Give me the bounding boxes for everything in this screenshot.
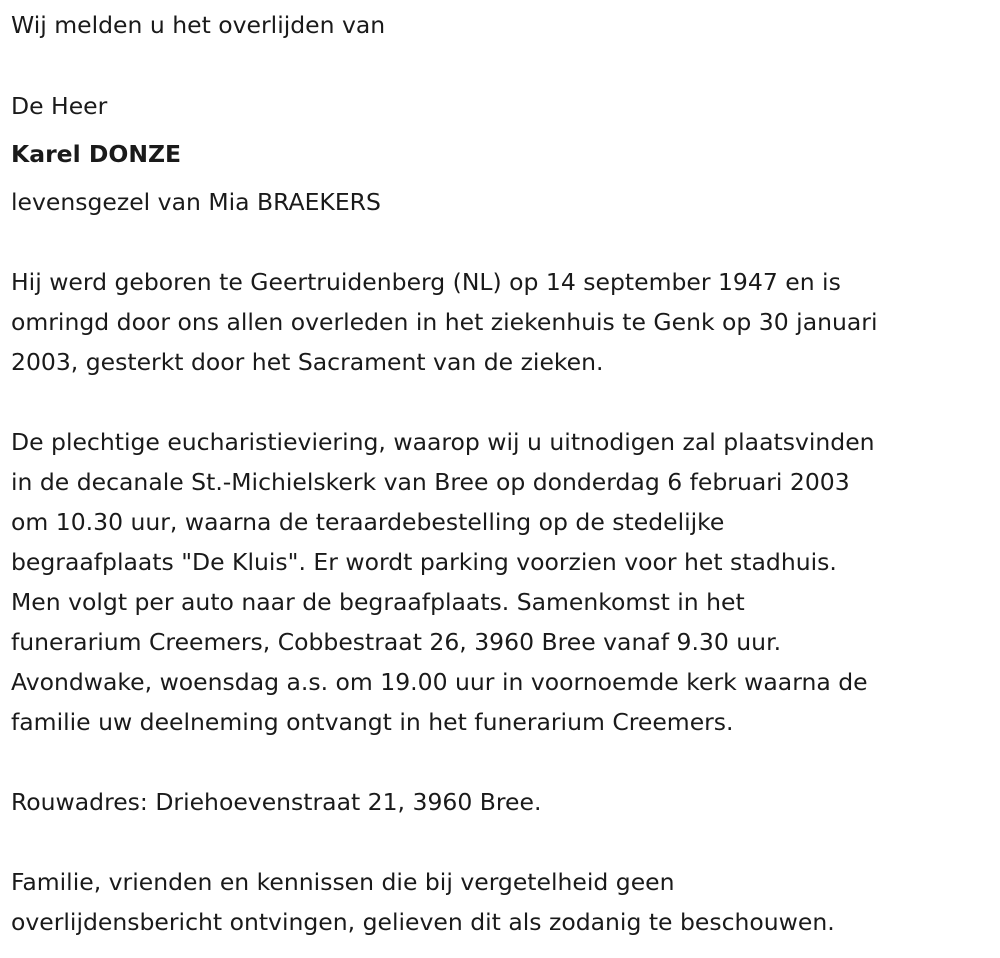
ceremony-line-2: in de decanale St.-Michielskerk van Bree op donderdag 6 februari 2003 — [11, 468, 850, 496]
deceased-name: Karel DONZE — [11, 140, 182, 168]
ceremony-line-8: familie uw deelneming ontvangt in het funerarium Creemers. — [11, 708, 734, 736]
ceremony-line-1: De plechtige eucharistieviering, waarop wij u uitnodigen zal plaatsvinden — [11, 428, 875, 456]
closing-line-1: Familie, vrienden en kennissen die bij vergetelheid geen — [11, 868, 675, 896]
ceremony-line-4: begraafplaats "De Kluis". Er wordt parking voorzien voor het stadhuis. — [11, 548, 837, 576]
birth-line-3: 2003, gesterkt door het Sacrament van de zieken. — [11, 348, 604, 376]
intro-line: Wij melden u het overlijden van — [11, 11, 386, 39]
mourning-address: Rouwadres: Driehoevenstraat 21, 3960 Bree. — [11, 788, 542, 816]
ceremony-line-5: Men volgt per auto naar de begraafplaats. Samenkomst in het — [11, 588, 745, 616]
closing-line-2: overlijdensbericht ontvingen, gelieven dit als zodanig te beschouwen. — [11, 908, 835, 936]
ceremony-line-6: funerarium Creemers, Cobbestraat 26, 3960 Bree vanaf 9.30 uur. — [11, 628, 782, 656]
birth-line-2: omringd door ons allen overleden in het ziekenhuis te Genk op 30 januari — [11, 308, 878, 336]
birth-line-1: Hij werd geboren te Geertruidenberg (NL) op 14 september 1947 en is — [11, 268, 841, 296]
ceremony-line-7: Avondwake, woensdag a.s. om 19.00 uur in voornoemde kerk waarna de — [11, 668, 868, 696]
salutation: De Heer — [11, 92, 108, 120]
ceremony-line-3: om 10.30 uur, waarna de teraardebestelling op de stedelijke — [11, 508, 725, 536]
partner-line: levensgezel van Mia BRAEKERS — [11, 188, 381, 216]
